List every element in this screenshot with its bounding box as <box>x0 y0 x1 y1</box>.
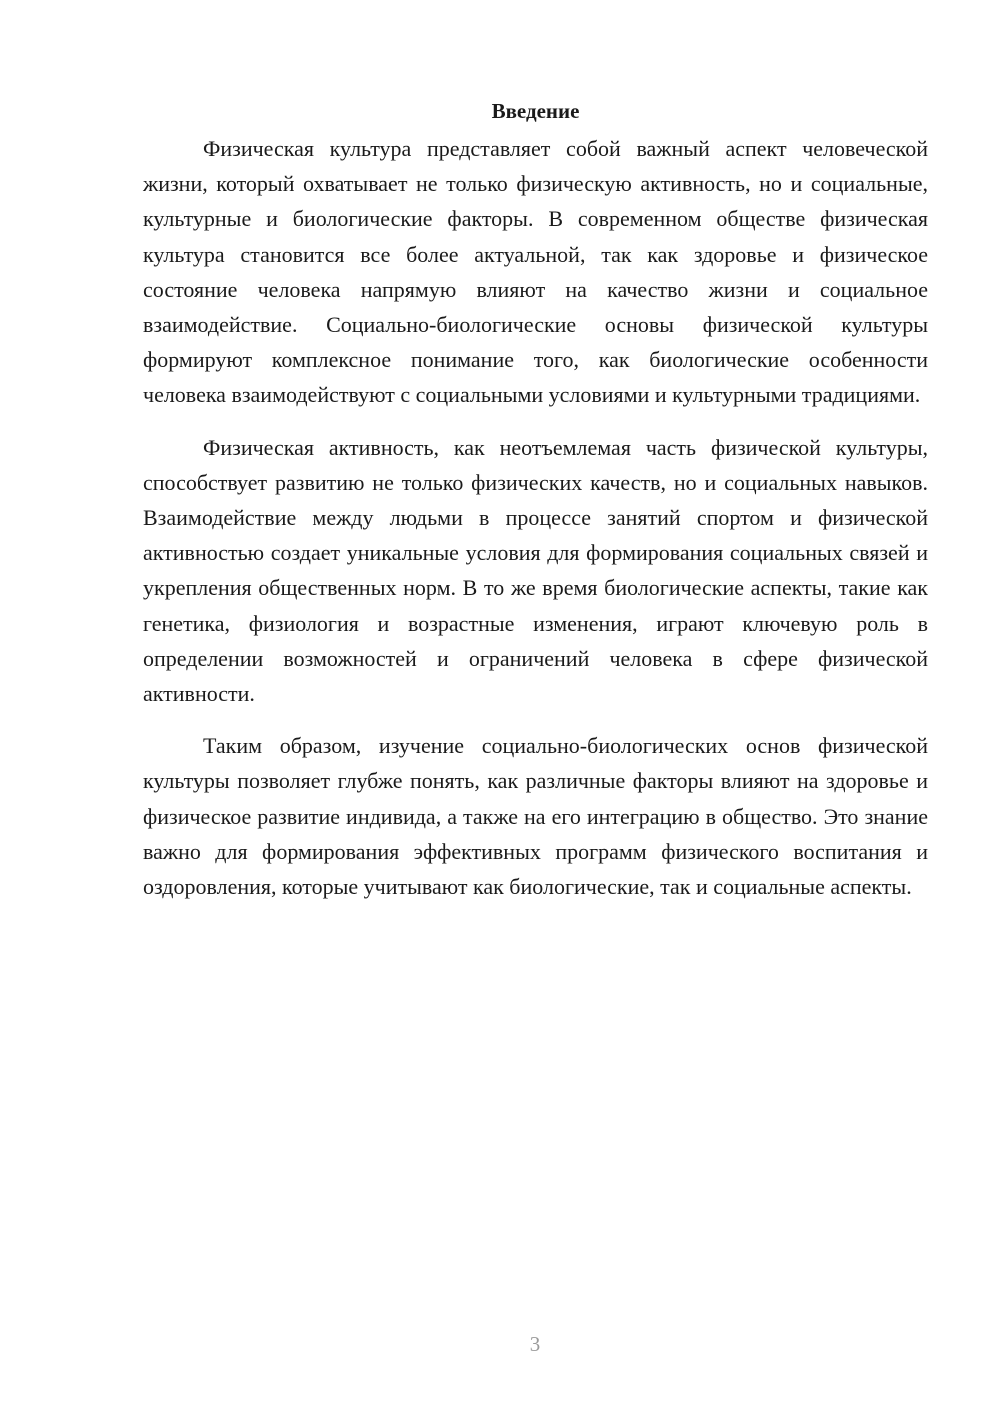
page-content <box>143 96 928 921</box>
paragraph-2: Физическая активность, как неотъемлемая часть физической культуры, способствует развитию не только физических качеств, но и социальных навыков. Взаимодействие между людьми в процессе занятий спортом и физической активностью создает уникальные условия для формирования социальных связей и укрепления общественных норм. В то же время биологические аспекты, такие как генетика, физиология и возрастные изменения, играют ключевую роль в определении возможностей и ограничений человека в сфере физической активности. <box>143 434 928 707</box>
paragraph-3: Таким образом, изучение социально-биологических основ физической культуры позволяет глубже понять, как различные факторы влияют на здоровье и физическое развитие индивида, а также на его интеграцию в общество. Это знание важно для формирования эффективных программ физического воспитания и оздоровления, которые учитывают как биологические, так и социальные аспекты. <box>143 733 928 900</box>
section-title: Введение <box>491 99 580 123</box>
page-number: 3 <box>529 1332 541 1356</box>
paragraph-1: Физическая культура представляет собой важный аспект человеческой жизни, который охватывает не только физическую активность, но и социальные, культурные и биологические факторы. В современном обществе физическая культура становится все более актуальной, так как здоровье и физическое состояние человека напрямую влияют на качество жизни и социальное взаимодействие. Социально-биологические основы физической культуры формируют комплексное понимание того, как биологические особенности человека взаимодействуют с социальными условиями и культурными традициями. <box>143 136 928 408</box>
